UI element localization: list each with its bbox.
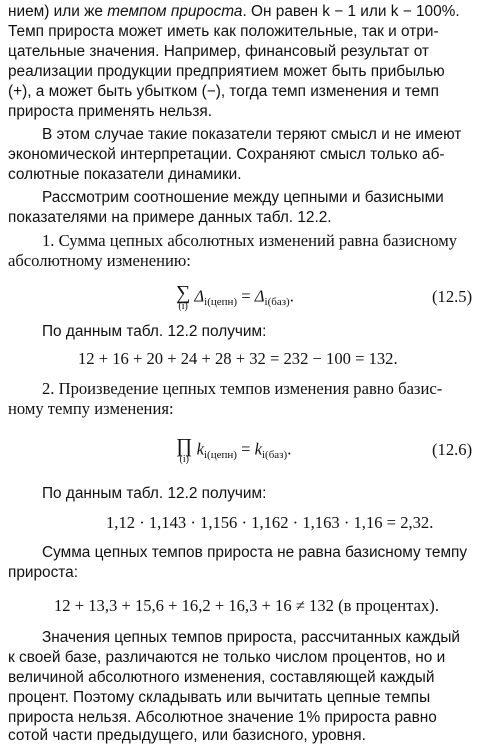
text-line-4-3: величиной абсолютного изменения, составляющей каждый bbox=[8, 669, 435, 686]
text-line-4-4: процент. Поэтому складывать или вычитать цепные темпы bbox=[8, 689, 431, 706]
by-data-line-1: По данным табл. 12.2 получим: bbox=[42, 323, 267, 340]
text-line-5: (+), а может быть убытком (−), тогда темп изменения и темп bbox=[8, 83, 439, 100]
calculation-3: 12 + 13,3 + 15,6 + 16,2 + 16,3 + 16 ≠ 132 (в процентах). bbox=[54, 596, 439, 615]
text-line-3-2: прироста: bbox=[8, 564, 79, 581]
text-line-2: Темп прироста может иметь как положительные, так и отри- bbox=[8, 23, 439, 40]
text-line-3: цательные значения. Например, финансовый результат от bbox=[8, 43, 429, 60]
equation-number-12-6: (12.6) bbox=[432, 440, 473, 459]
text-line-4-1: Значения цепных темпов прироста, рассчитанных каждый bbox=[42, 629, 461, 646]
formula-12-5: ∑ (i) $\Delta_{i(цепн)} = \Delta_{i(баз)}$. bbox=[176, 282, 294, 312]
text-line-1: нием) или же темпом прироста. Он равен k − 1 или k − 100%. bbox=[8, 3, 460, 20]
text-line-2-1: 2. Произведение цепных темпов изменения равно базис- bbox=[42, 379, 443, 398]
text-line-11: показателями на примере данных табл. 12.2. bbox=[8, 209, 332, 226]
text-line-12: 1. Сумма цепных абсолютных изменений равна базисному bbox=[42, 231, 458, 250]
text-line-13: абсолютному изменению: bbox=[8, 251, 191, 270]
text-line-9: солютные показатели динамики. bbox=[8, 166, 242, 183]
calculation-2: 1,12 · 1,143 · 1,156 · 1,162 · 1,163 · 1,16 = 2,32. bbox=[106, 513, 434, 532]
product-operator: ∏ (i) bbox=[176, 435, 193, 465]
text-line-2-2: ному темпу изменения: bbox=[8, 399, 174, 418]
equation-number-12-5: (12.5) bbox=[432, 287, 473, 306]
text-line-3-1: Сумма цепных темпов прироста не равна базисному темпу bbox=[42, 544, 468, 561]
text-line-4-5: прироста нельзя. Абсолютное значение 1% прироста равно bbox=[8, 709, 437, 726]
text-line-7: В этом случае такие показатели теряют смысл и не имеют bbox=[42, 126, 462, 143]
formula-12-6: ∏ (i) $k_{i(цепн)} = k_{i(баз)}$. bbox=[176, 435, 292, 465]
text-line-8: экономической интерпретации. Сохраняют смысл только аб- bbox=[8, 146, 445, 163]
sum-operator: ∑ (i) bbox=[176, 282, 191, 312]
text-line-4-6: сотой части предыдущего, или базисного, уровня. bbox=[8, 727, 366, 744]
text-line-6: прироста применять нельзя. bbox=[8, 103, 213, 120]
text-line-4: реализации продукции предприятием может быть прибылью bbox=[8, 63, 445, 80]
text-line-10: Рассмотрим соотношение между цепными и базисными bbox=[42, 189, 444, 206]
text-line-4-2: к своей базе, различаются не только числом процентов, но и bbox=[8, 649, 446, 666]
by-data-line-2: По данным табл. 12.2 получим: bbox=[42, 485, 267, 502]
calculation-1: 12 + 16 + 20 + 24 + 28 + 32 = 232 − 100 = 132. bbox=[78, 349, 398, 368]
